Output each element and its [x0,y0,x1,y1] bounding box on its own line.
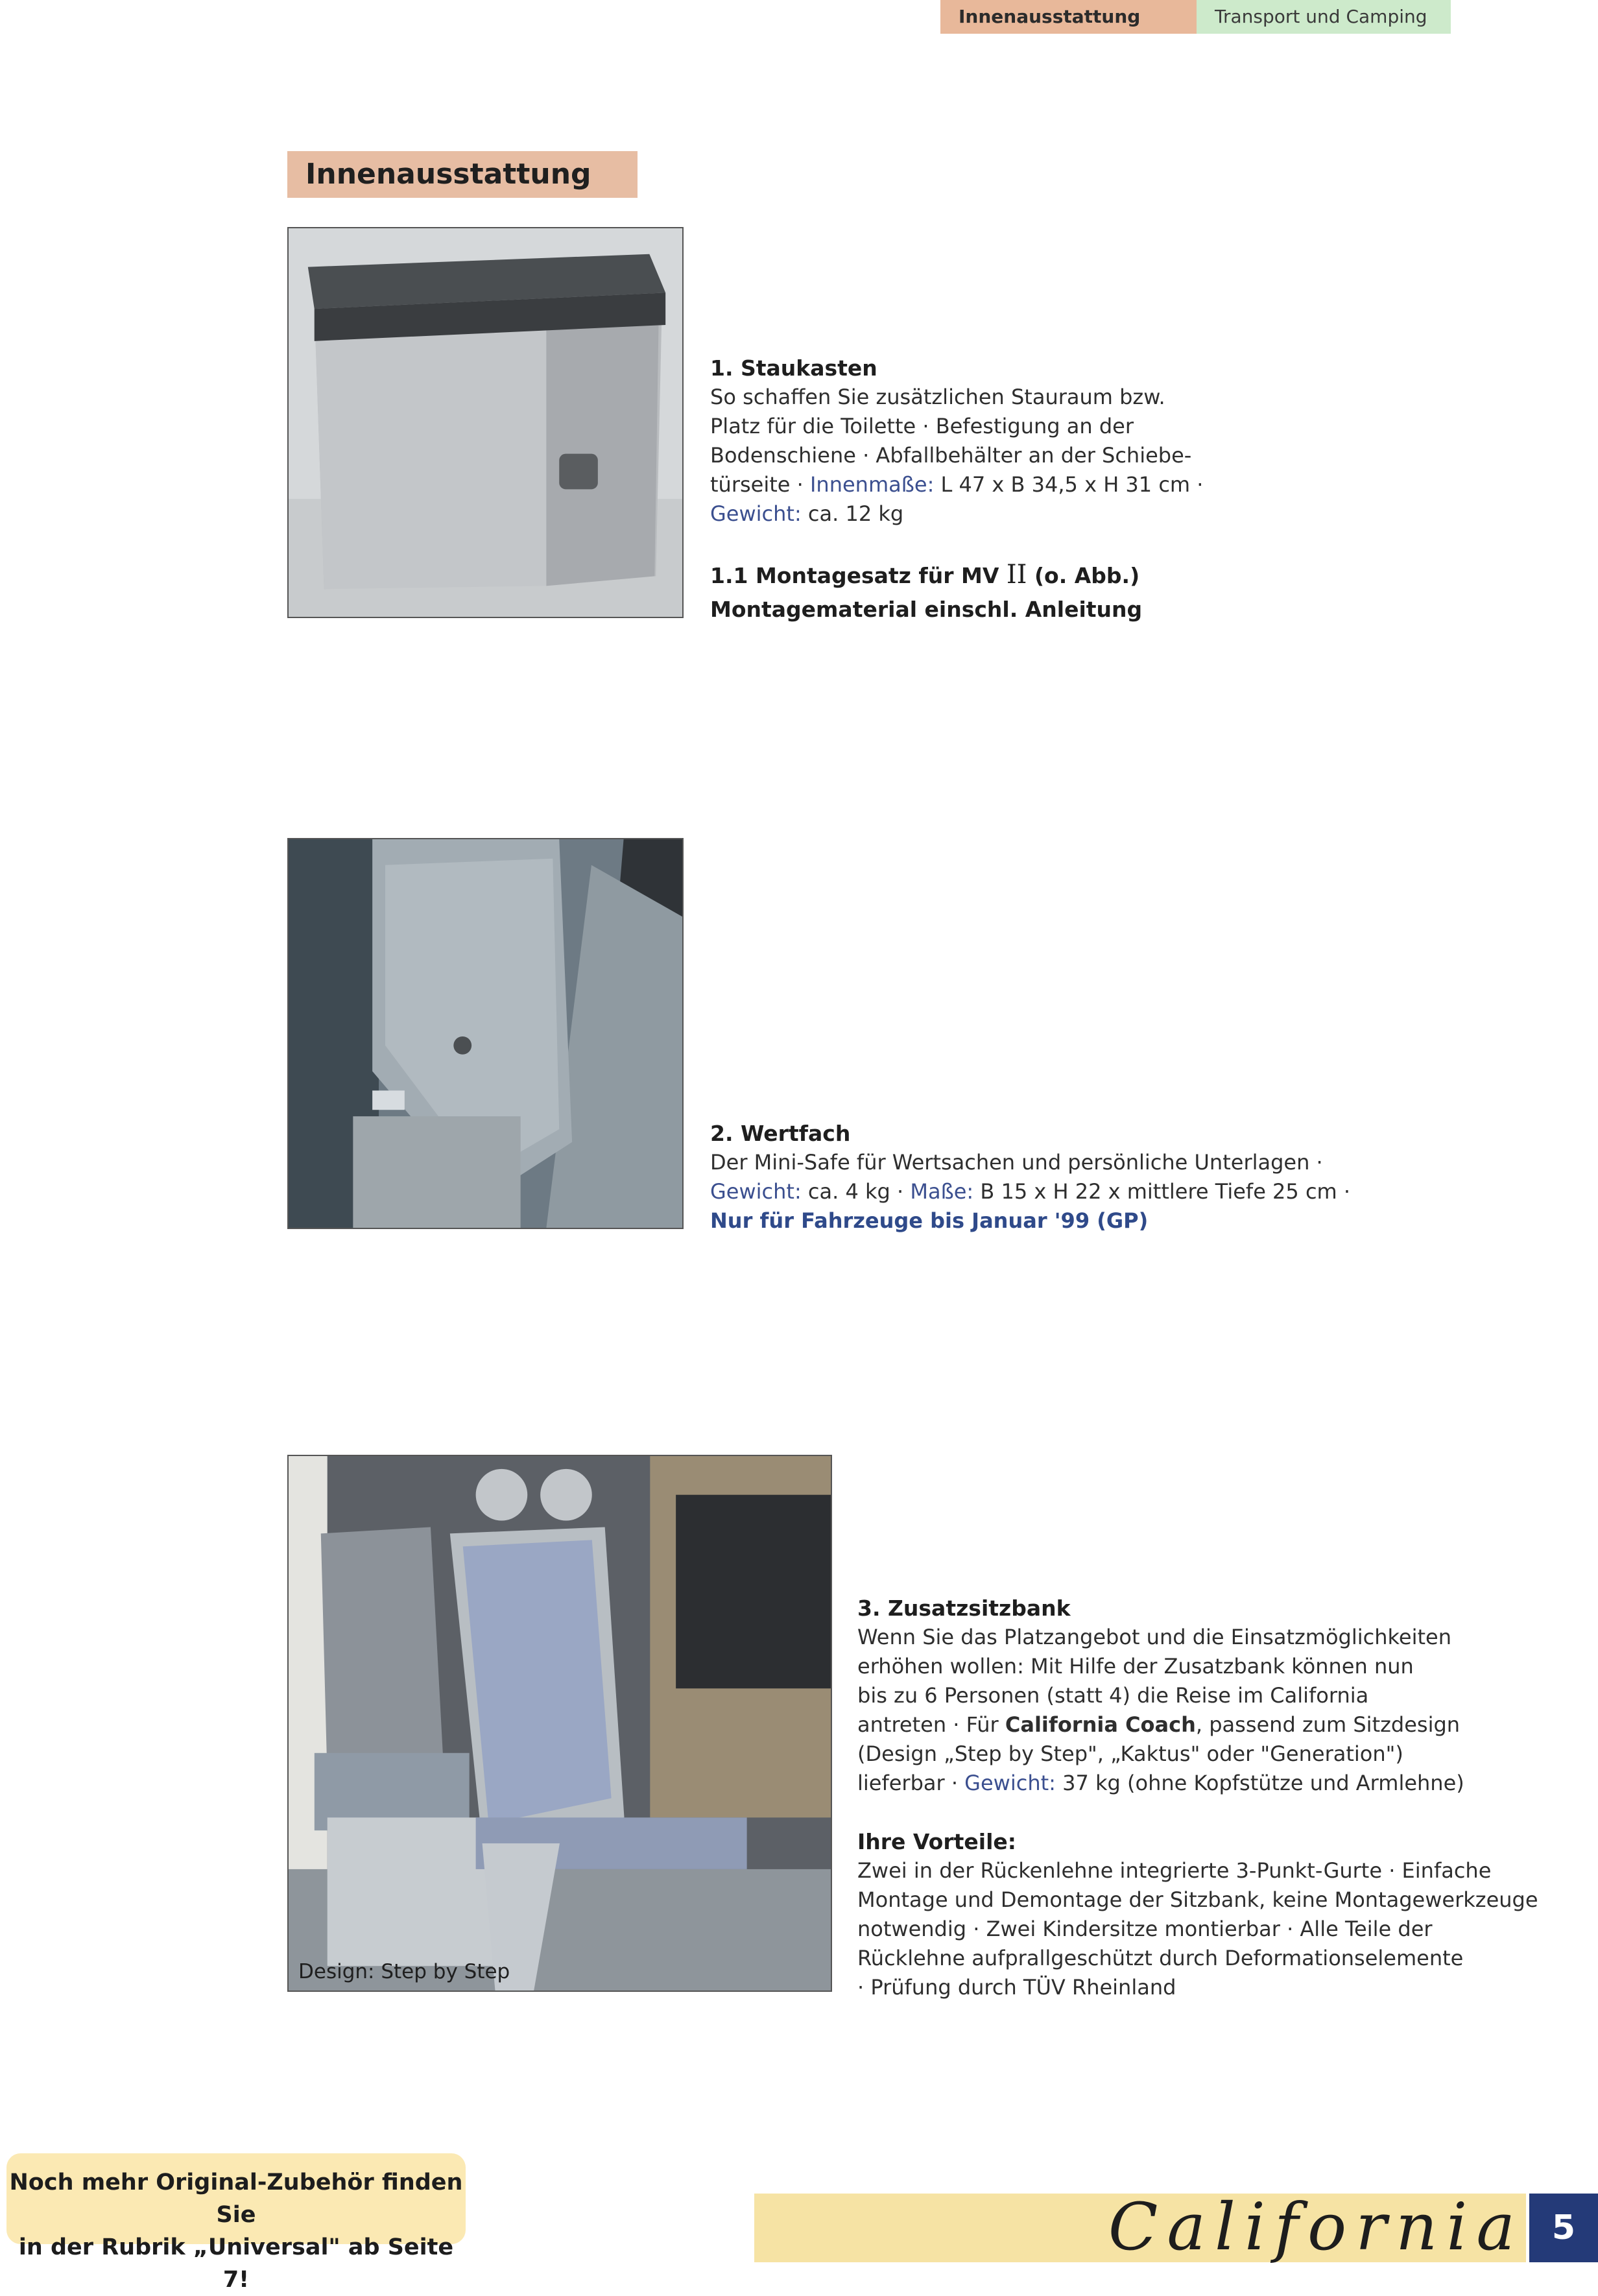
item-line: (Design „Step by Step", „Kaktus" oder "Generation") [857,1741,1403,1766]
item-line: Der Mini-Safe für Wertsachen und persönliche Unterlagen · [710,1150,1323,1175]
tab-innenausstattung[interactable]: Innenausstattung [940,0,1197,34]
item-line: Gewicht: ca. 12 kg [710,501,904,526]
tab-transport-camping[interactable]: Transport und Camping [1197,0,1451,34]
header-tabs [940,0,1451,34]
advantages-title: Ihre Vorteile: [857,1829,1016,1854]
item-line: bis zu 6 Personen (statt 4) die Reise im California [857,1683,1369,1708]
photo-caption: Design: Step by Step [298,1960,510,1983]
more-accessories-hint: Noch mehr Original-Zubehör finden Sie in der Rubrik „Universal" ab Seite 7! [6,2153,466,2244]
availability-note: Nur für Fahrzeuge bis Januar '99 (GP) [710,1208,1149,1233]
item-line: Bodenschiene · Abfallbehälter an der Schiebe- [710,443,1192,468]
item-staukasten [710,353,1203,627]
spec-label: Maße: [910,1179,974,1204]
photo-zusatzsitzbank [287,1455,832,1992]
item-title: 3. Zusatzsitzbank [857,1596,1071,1621]
brand-logo: California [1108,2189,1524,2265]
spec-label: Gewicht: [710,501,802,526]
advantage-line: notwendig · Zwei Kindersitze montierbar · Alle Teile der [857,1917,1433,1941]
advantage-line: Montage und Demontage der Sitzbank, keine Montagewerkzeuge [857,1887,1538,1912]
mounting-kit: 1.1 Montagesatz für MV II (o. Abb.) Montagematerial einschl. Anleitung [710,560,1143,622]
item-line: lieferbar · Gewicht: 37 kg (ohne Kopfstütze und Armlehne) [857,1771,1464,1795]
item-line: erhöhen wollen: Mit Hilfe der Zusatzbank können nun [857,1654,1414,1679]
photo-staukasten [287,227,684,618]
item-title: 2. Wertfach [710,1121,851,1146]
item-zusatzsitzbank [857,1594,1538,2002]
page-number: 5 [1529,2194,1598,2262]
advantage-line: Zwei in der Rückenlehne integrierte 3-Punkt-Gurte · Einfache [857,1858,1492,1883]
advantage-line: Rücklehne aufprallgeschützt durch Deformationselemente [857,1946,1464,1970]
item-line: Wenn Sie das Platzangebot und die Einsatzmöglichkeiten [857,1625,1451,1649]
spec-label: Gewicht: [710,1179,802,1204]
section-title: Innenausstattung [287,151,638,198]
item-line: So schaffen Sie zusätzlichen Stauraum bzw. [710,385,1165,409]
advantage-line: · Prüfung durch TÜV Rheinland [857,1975,1176,2000]
spec-label: Innenmaße: [809,472,935,497]
item-title: 1. Staukasten [710,355,877,381]
item-wertfach [710,1119,1350,1236]
item-line: türseite · Innenmaße: L 47 x B 34,5 x H 31 cm · [710,472,1204,497]
item-line: Platz für die Toilette · Befestigung an der [710,414,1134,438]
spec-label: Gewicht: [964,1771,1056,1795]
item-line: Gewicht: ca. 4 kg · Maße: B 15 x H 22 x mittlere Tiefe 25 cm · [710,1179,1351,1204]
photo-wertfach [287,838,684,1229]
item-line: antreten · Für California Coach, passend zum Sitzdesign [857,1712,1461,1737]
